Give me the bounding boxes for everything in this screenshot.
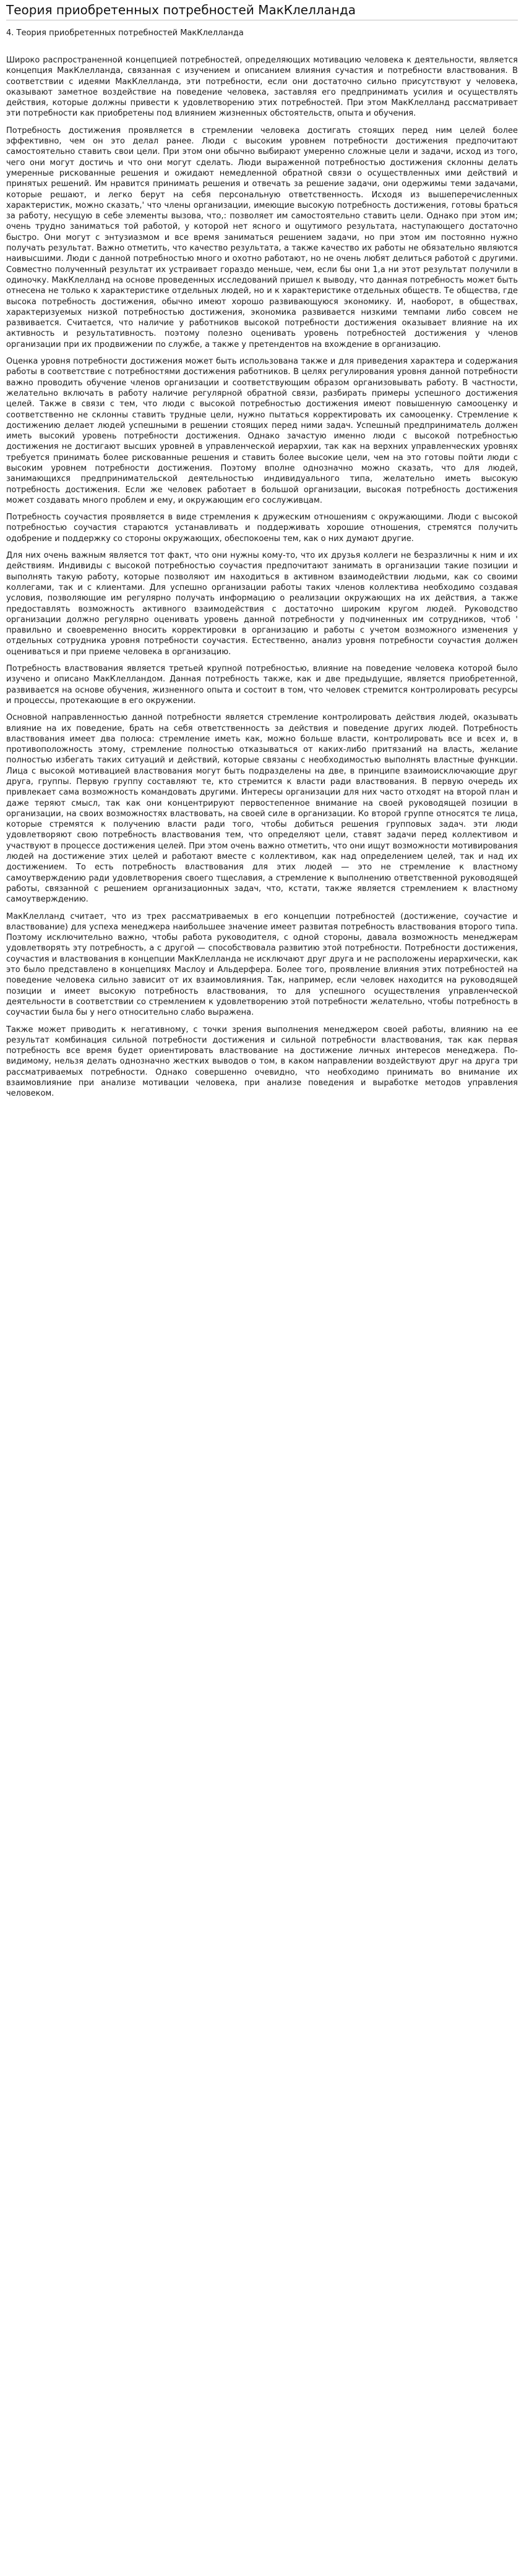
paragraph-power-details: Основной направленностью данной потребности является стремление контролировать действия людей, оказывать влияние на их поведение, брать на себя ответственность за действия и поведение других людей. Потребность властвования имеет два полюса: стремление иметь как, можно больше власти, контролировать все и всех и, в противоположность этому, стремление полностью отказываться от каких-либо притязаний на власть, желание полностью избегать таких ситуаций и действий, которые связаны с необходимостью выполнять властные функции. Лица с высокой мотивацией властвования могут быть подразделены на две, в принципе взаимоисключающие друг друга, группы. Первую группу составляют те, кто стремится к власти ради властвования. В первую очередь их привлекает сама возможность командовать другими. Интересы организации для них часто отходят на второй план и даже теряют смысл, так как они концентрируют первостепенное внимание на своей руководящей позиции в организации, на своих возможностях властвовать, на своей силе в организации. Ко второй группе относятся те лица, которые стремятся к получению власти ради того, чтобы добиться решения групповых задач. эти люди удовлетворяют свою потребность властвования тем, что определяют цели, ставят задачи перед коллективом и участвуют в процессе достижения целей. При этом очень важно отметить, что они ищут возможности мотивирования людей на достижение этих целей и работают вместе с коллективом, как над определением целей, так и над их достижением. То есть потребность властвования для этих людей — это не стремление к властному самоутверждению ради удовлетворения своего тщеславия, а стремление к выполнению ответственной руководящей работы, связанной с решением организационных задач, что, кстати, также является стремлением к властному самоутверждению. bbox=[6, 713, 518, 905]
paragraph-final: Также может приводить к негативному, с точки зрения выполнения менеджером своей работы, влиянию на ее результат комбинация сильной потребности достижения и сильной потребности властвования, так как первая потребность все время будет ориентировать властвование на достижение личных интересов менеджера. По-видимому, нельзя делать однозначно жестких выводов о том, в каком направлении воздействуют друг на друга три рассматриваемых потребности. Однако совершенно очевидно, что необходимо принимать во внимание их взаимовлияние при анализе мотивации человека, при анализе поведения и выработке методов управления человеком. bbox=[6, 1025, 518, 1099]
paragraph-mcclelland-conclusion: МакКлелланд считает, что из трех рассматриваемых в его концепции потребностей (достижение, соучастие и властвование) для успеха менеджера наибольшее значение имеет развитая потребность властвования второго типа. Поэтому исключительно важно, чтобы работа руководителя, с одной стороны, давала возможность менеджерам удовлетворять эту потребность, а с другой — способствовала развитию этой потребности. Потребности достижения, соучастия и властвования в концепции МакКлелланда не исключают друг друга и не расположены иерархически, как это было представлено в концепциях Маслоу и Альдерфера. Более того, проявление влияния этих потребностей на поведение человека сильно зависит от их взаимовлияния. Так, например, если человек находится на руководящей позиции и имеет высокую потребность властвования, то для успешного осуществления управленческой деятельности в соответствии со стремлением к удовлетворению этой потребности желательно, чтобы потребность в соучастии была бы у него относительно слабо выражена. bbox=[6, 911, 518, 1018]
article-body bbox=[6, 55, 518, 1099]
paragraph-affiliation: Потребность соучастия проявляется в виде стремления к дружеским отношениям с окружающими. Люди с высокой потребностью соучастия стараются устанавливать и поддерживать хорошие отношения, стремятся получить одобрение и поддержку со стороны окружающих, обеспокоены тем, как о них думают другие. bbox=[6, 513, 518, 544]
paragraph-intro: Широко распространенной концепцией потребностей, определяющих мотивацию человека к деятельности, является концепция МакКлелланда, связанная с изучением и описанием влияния сучастия и потребности властвования. В соответствии с идеями МакКлелланда, эти потребности, если они достаточно сильно присутствуют у человека, оказывают заметное воздействие на поведение человека, заставляя его предпринимать усилия и осуществлять действия, которые должны привести к удовлетворению этих потребностей. При этом МакКлелланд рассматривает эти потребности как приобретены под влиянием жизненных обстоятельств, опыта и обучения. bbox=[6, 56, 518, 119]
paragraph-power: Потребность властвования является третьей крупной потребностью, влияние на поведение человека которой было изучено и описано МакКлелландом. Данная потребность также, как и две предыдущие, является приобретенной, развивается на основе обучения, жизненного опыта и состоит в том, что человек стремится контролировать ресурсы и процессы, протекающие в его окружении. bbox=[6, 664, 518, 706]
article-subtitle: 4. Теория приобретенных потребностей МакКлелланда bbox=[6, 28, 244, 38]
page-title: Теория приобретенных потребностей МакКлелланда bbox=[6, 2, 518, 20]
paragraph-achievement-assessment: Оценка уровня потребности достижения может быть использована также и для приведения характера и содержания работы в соответствие с потребностями достижения работников. В целях регулирования уровня данной потребности важно проводить обучение членов организации и соответствующим образом организовывать работу. В частности, желательно включать в работу наличие регулярной обратной связи, разбирать примеры успешного достижения целей. Также в связи с тем, что люди с высокой потребностью достижения имеют повышенную самооценку и соответственно не склонны ставить трудные цели, нужно пытаться корректировать их самооценку. Стремление к достижению делает людей успешными в решении стоящих перед ними задач. Успешный предприниматель должен иметь высокий уровень потребности достижения. Однако зачастую именно люди с высокой потребностью достижения не достигают высших уровней в управленческой иерархии, так как на верхних управленческих уровнях требуется принимать более рискованные решения и ставить более высокие цели, чем на это готовы пойти люди с высоким уровнем потребности достижения. Поэтому вполне однозначно можно сказать, что для людей, занимающихся предпринимательской деятельностью индивидуального типа, желательно иметь высокую потребность достижения. Если же человек работает в большой организации, высокая потребность достижения может создавать много проблем и ему, и окружающим его сослуживцам. bbox=[6, 357, 518, 505]
paragraph-achievement: Потребность достижения проявляется в стремлении человека достигать стоящих перед ним целей более эффективно, чем он это делал ранее. Люди с высоким уровнем потребности достижения предпочитают самостоятельно ставить свои цели. При этом они обычно выбирают умеренно сложные цели и задачи, исход из того, чего они могут достичь и что они могут сделать. Люди выраженной потребностью достижения склонны делать умеренные рискованные решения и ожидают немедленной обратной связи о осуществленных ими действий и принятых решений. Им нравится принимать решения и отвечать за решение задачи, они одержимы теми задачами, которые решают, и легко берут на себя персональную ответственность. Исходя из вышеперечисленных характеристик, можно сказать,' что члены организации, имеющие высокую потребность достижения, готовы браться за работу, несущую в себе элементы вызова, что,: позволяет им самостоятельно ставить цели. Однако при этом им; очень трудно заниматься той работой, у которой нет ясного и ощутимого результата, наступающего достаточно быстро. Они могут с энтузиазмом и все время заниматься решением задачи, но при этом им постоянно нужно получать результат. Важно отметить, что качество результата, а также качество их работы не обязательно являются наивысшими. Люди с данной потребностью много и охотно работают, но не очень любят делиться работой с другими. Совместно полученный результат их устраивает гораздо меньше, чем, если бы они 1,а ни этот результат получили в одиночку. МакКлелланд на основе проведенных исследований пришел к выводу, что данная потребность может быть отнесена не только к характеристике отдельных людей, но и к характеристике отдельных обществ. Те общества, где высока потребность достижения, обычно имеют хорошо развивающуюся экономику. И, наоборот, в обществах, характеризуемых низкой потребностью достижения, экономика развивается низкими темпами либо совсем не развивается. Считается, что наличие у работников высокой потребности достижения оказывает влияние на их активность и результативность. поэтому полезно оценивать уровень потребностей достижения у членов организации при их продвижении по службе, а также у претендентов на вхождение в организацию. bbox=[6, 126, 518, 349]
paragraph-affiliation-details: Для них очень важным является тот факт, что они нужны кому-то, что их друзья коллеги не безразличны к ним и их действиям. Индивиды с высокой потребностью соучастия предпочитают занимать в организации такие позиции и выполнять такую работу, которые позволяют им находиться в активном взаимодействии людьми, как со своими коллегами, так и с клиентами. Для успешно организации работы таких членов коллектива необходимо создавая условия, позволяющие им регулярно получать информацию о реализации окружающих на их действия, а также предоставлять возможность активного взаимодействия с достаточно широким кругом людей. Руководство организации должно регулярно оценивать уровень данной потребности у подчиненных им сотрудников, чтоб ' правильно и своевременно вносить корректировки в организацию и работы с учетом возможного изменения у отдельных сотрудника уровня потребности соучастия. Естественно, анализ уровня потребности соучастия должен оцениваться и при приеме человека в организацию. bbox=[6, 551, 518, 657]
